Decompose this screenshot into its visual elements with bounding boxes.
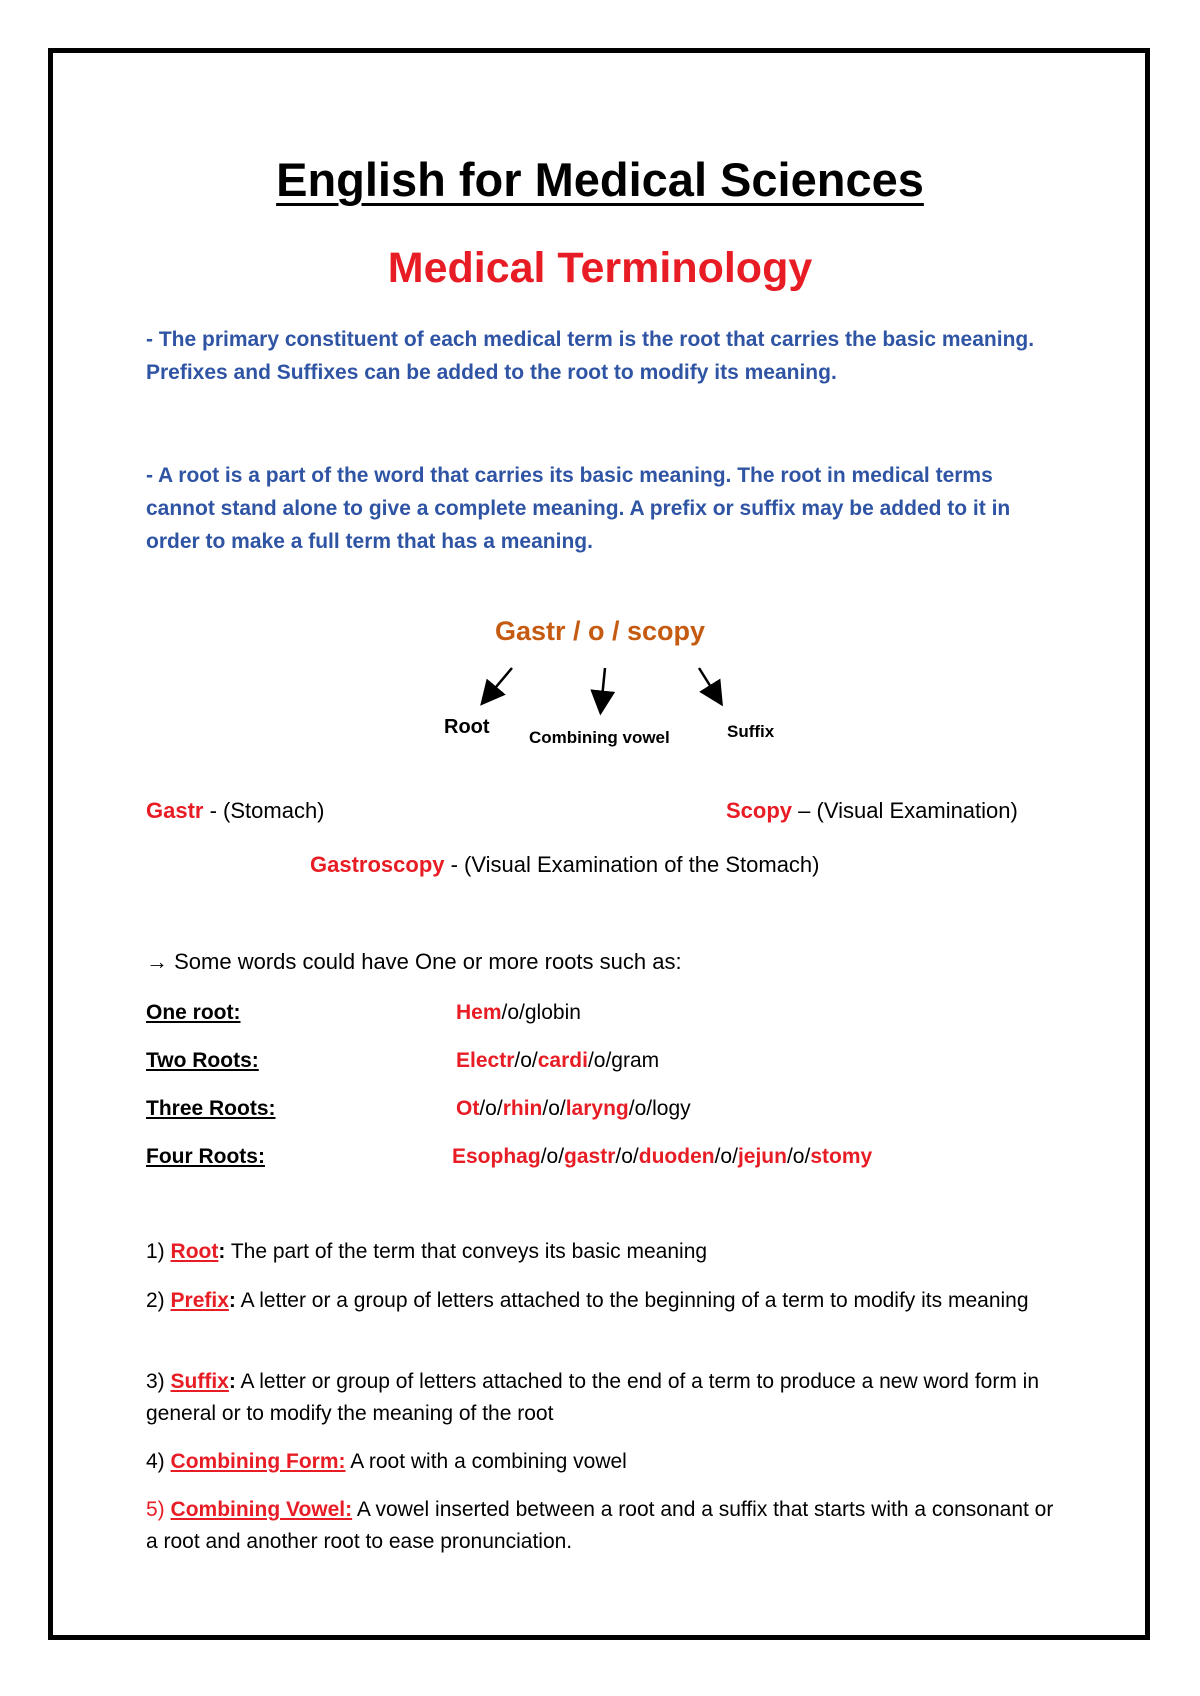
definition-gastr: Gastr - (Stomach) xyxy=(146,798,325,823)
note-root: 1) Root: The part of the term that conveys its basic meaning xyxy=(146,1240,708,1263)
intro-paragraph-1: - The primary constituent of each medical term is the root that carries the basic meaning. Prefixes and Suffixes can be added to the root to modify its meaning. xyxy=(146,328,1035,384)
arrow-right-icon: → xyxy=(146,949,168,974)
page-subtitle: Medical Terminology xyxy=(387,244,813,292)
row-label-two-roots: Two Roots: xyxy=(146,1049,259,1072)
definition-scopy: Scopy – (Visual Examination) xyxy=(726,798,1018,823)
row-label-three-roots: Three Roots: xyxy=(146,1097,276,1120)
row-value-four-roots: Esophag/o/gastr/o/duoden/o/jejun/o/stomy xyxy=(452,1145,873,1168)
arrow-vowel xyxy=(601,668,605,708)
label-suffix: Suffix xyxy=(727,722,775,741)
row-value-three-roots: Ot/o/rhin/o/laryng/o/logy xyxy=(456,1097,691,1120)
label-root: Root xyxy=(444,716,490,738)
note-prefix: 2) Prefix: A letter or a group of letters attached to the beginning of a term to modify its meaning xyxy=(146,1289,1029,1312)
label-combining-vowel: Combining vowel xyxy=(529,728,670,747)
row-value-two-roots: Electr/o/cardi/o/gram xyxy=(456,1049,660,1072)
intro-paragraph-2: - A root is a part of the word that carries its basic meaning. The root in medical terms cannot stand alone to give a complete meaning. A prefix or suffix may be added to it in order to make a full term that has a meaning. xyxy=(146,464,1011,553)
roots-intro: → Some words could have One or more roots such as: xyxy=(146,949,682,974)
note-suffix: 3) Suffix: A letter or group of letters attached to the end of a term to produce a new word form in general or to modify the meaning of the root xyxy=(146,1370,1039,1425)
row-label-one-root: One root: xyxy=(146,1001,241,1024)
arrow-suffix xyxy=(699,668,719,700)
arrow-root xyxy=(485,668,512,700)
note-combining-form: 4) Combining Form: A root with a combining vowel xyxy=(146,1450,627,1473)
definition-gastroscopy: Gastroscopy - (Visual Examination of the Stomach) xyxy=(310,852,820,877)
row-value-one-root: Hem/o/globin xyxy=(456,1001,581,1024)
note-combining-vowel: 5) Combining Vowel: A vowel inserted between a root and a suffix that starts with a consonant or a root and another root to ease pronunciation. xyxy=(146,1498,1054,1553)
page-title: English for Medical Sciences xyxy=(276,153,924,206)
diagram-arrows xyxy=(0,0,1200,760)
example-word: Gastr / o / scopy xyxy=(494,616,706,646)
row-label-four-roots: Four Roots: xyxy=(146,1145,265,1168)
